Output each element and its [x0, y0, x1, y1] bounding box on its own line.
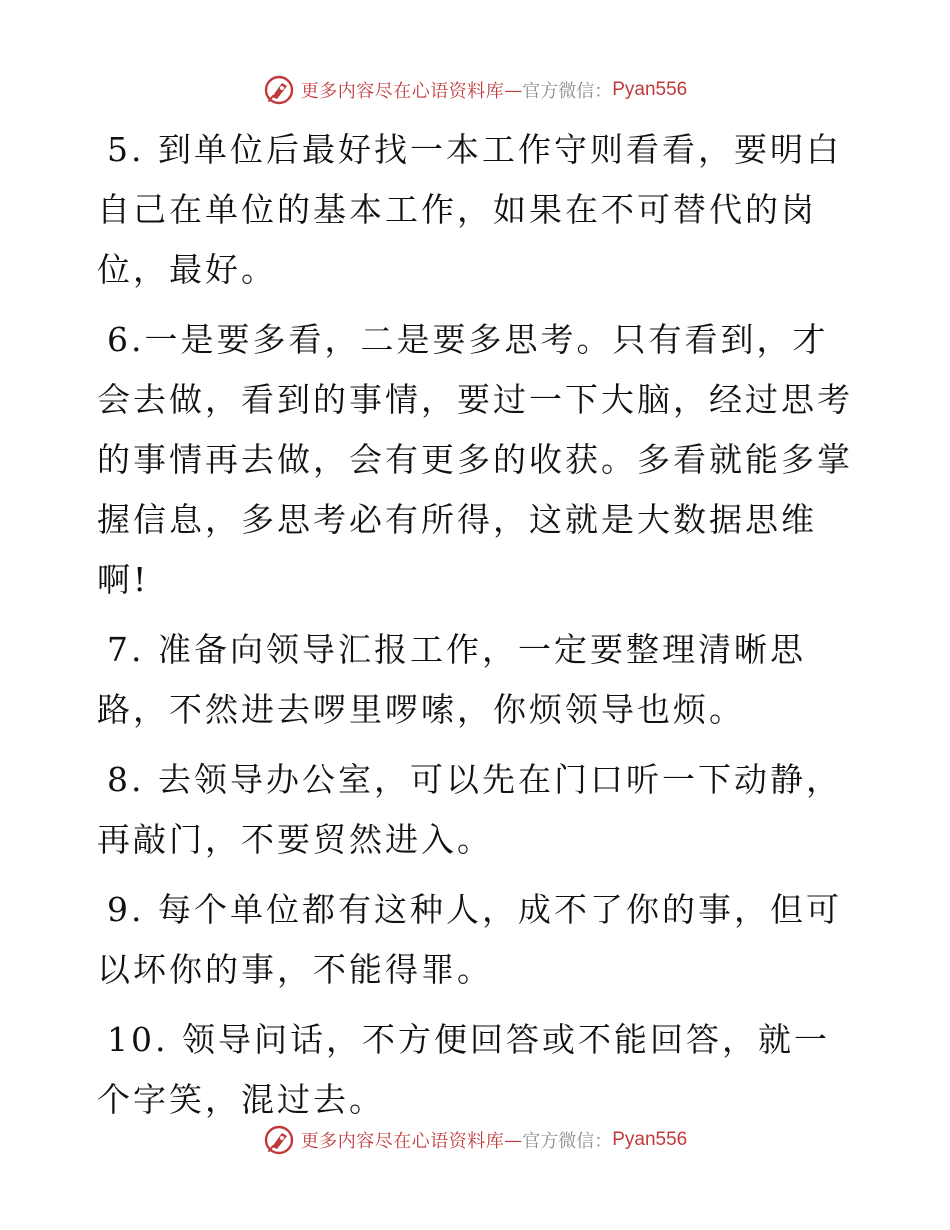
list-item-7: 7. 准备向领导汇报工作，一定要整理清晰思路，不然进去啰里啰嗦，你烦领导也烦。 [97, 630, 806, 729]
list-item-8: 8. 去领导办公室，可以先在门口听一下动静，再敲门，不要贸然进入。 [97, 760, 842, 859]
header-brand-text: 更多内容尽在心语资料库 [300, 81, 505, 102]
pen-nib-logo-icon [263, 74, 295, 106]
header-banner [0, 70, 950, 110]
header-wechat-id: Pyan556 [612, 79, 688, 100]
footer-brand-text: 更多内容尽在心语资料库 [300, 1131, 505, 1152]
list-item-5: 5. 到单位后最好找一本工作守则看看，要明白自己在单位的基本工作，如果在不可替代的岗位，最好。 [97, 130, 842, 289]
footer-banner [0, 1120, 950, 1160]
footer-dash: — [504, 1129, 523, 1151]
pen-nib-logo-icon [263, 1124, 295, 1156]
list-item-10: 10. 领导问话，不方便回答或不能回答，就一个字笑，混过去。 [97, 1020, 830, 1119]
header-dash: — [504, 79, 523, 101]
footer-wechat-label: 官方微信： [522, 1131, 613, 1152]
document-body [97, 120, 857, 1140]
list-item-9: 9. 每个单位都有这种人，成不了你的事，但可以坏你的事，不能得罪。 [97, 890, 842, 989]
header-wechat-label: 官方微信： [522, 81, 613, 102]
list-item-6: 6.一是要多看，二是要多思考。只有看到，才会去做，看到的事情，要过一下大脑，经过思考的事情再去做，会有更多的收获。多看就能多掌握信息，多思考必有所得，这就是大数据思维啊! [97, 320, 853, 599]
footer-wechat-id: Pyan556 [612, 1129, 688, 1150]
